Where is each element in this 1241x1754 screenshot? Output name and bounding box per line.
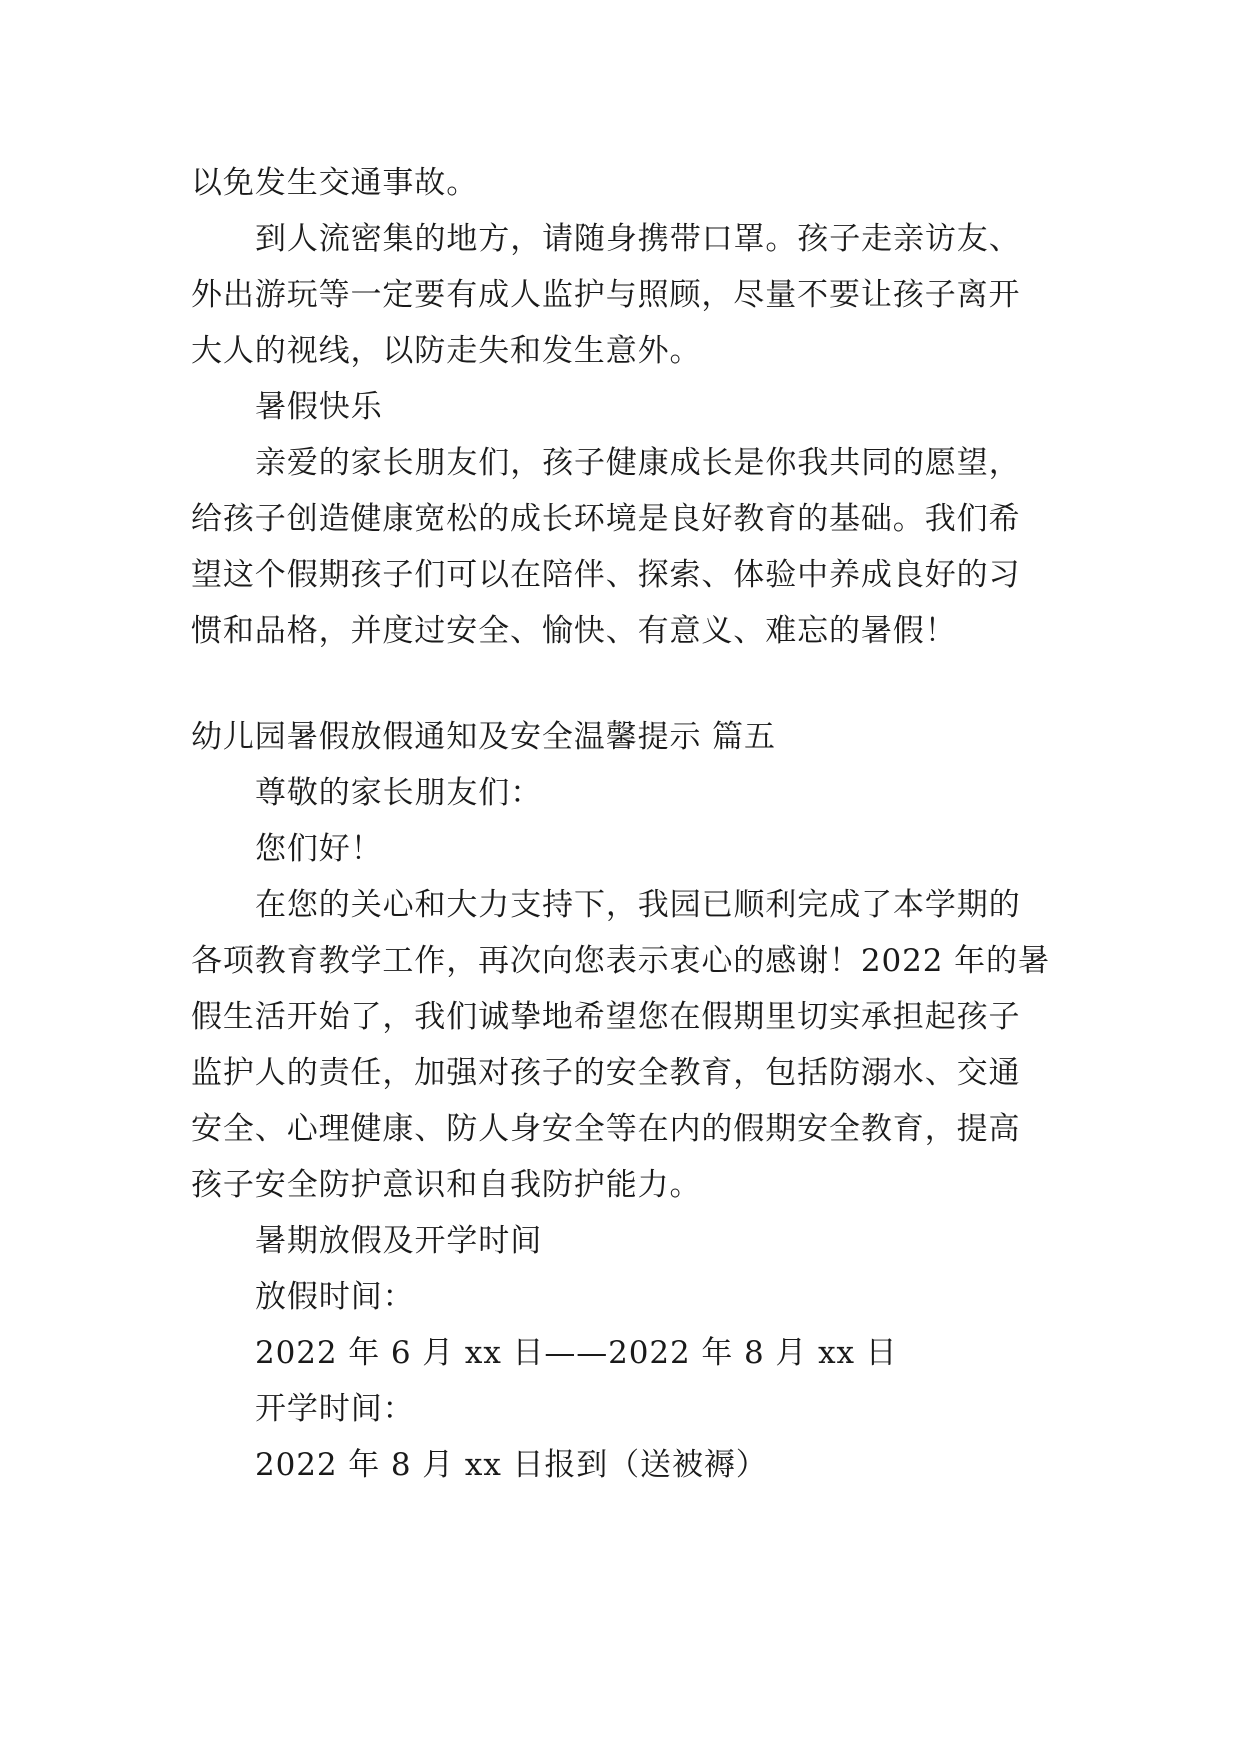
paragraph-line: 到人流密集的地方，请随身携带口罩。孩子走亲访友、 bbox=[255, 221, 1021, 257]
paragraph-line: 假生活开始了，我们诚挚地希望您在假期里切实承担起孩子 bbox=[191, 999, 1021, 1035]
paragraph-line: 惯和品格，并度过安全、愉快、有意义、难忘的暑假！ bbox=[191, 613, 957, 649]
paragraph-line: 望这个假期孩子们可以在陪伴、探索、体验中养成良好的习 bbox=[191, 557, 1021, 593]
school-start-dates: 2022 年 8 月 xx 日报到（送被褥） bbox=[255, 1447, 768, 1483]
school-start-label: 开学时间： bbox=[255, 1391, 415, 1427]
paragraph-line: 给孩子创造健康宽松的成长环境是良好教育的基础。我们希 bbox=[191, 501, 1021, 537]
paragraph-line: 以免发生交通事故。 bbox=[191, 165, 479, 201]
paragraph-line: 孩子安全防护意识和自我防护能力。 bbox=[191, 1167, 702, 1203]
paragraph-line: 在您的关心和大力支持下，我园已顺利完成了本学期的 bbox=[255, 887, 1021, 923]
holiday-dates: 2022 年 6 月 xx 日——2022 年 8 月 xx 日 bbox=[255, 1335, 898, 1371]
paragraph-line: 监护人的责任，加强对孩子的安全教育，包括防溺水、交通 bbox=[191, 1055, 1021, 1091]
holiday-label: 放假时间： bbox=[255, 1279, 415, 1315]
document-body bbox=[191, 155, 1061, 1493]
section-title: 幼儿园暑假放假通知及安全温馨提示 篇五 bbox=[191, 719, 776, 755]
greeting: 尊敬的家长朋友们： bbox=[255, 775, 543, 811]
salutation: 您们好！ bbox=[255, 831, 383, 867]
section-gap bbox=[191, 659, 1061, 709]
paragraph-line: 安全、心理健康、防人身安全等在内的假期安全教育，提高 bbox=[191, 1111, 1021, 1147]
schedule-heading: 暑期放假及开学时间 bbox=[255, 1223, 543, 1259]
paragraph-line: 外出游玩等一定要有成人监护与照顾，尽量不要让孩子离开 bbox=[191, 277, 1021, 313]
paragraph-line: 大人的视线，以防走失和发生意外。 bbox=[191, 333, 702, 369]
subheading-summer-happy: 暑假快乐 bbox=[255, 389, 383, 425]
paragraph-line: 各项教育教学工作，再次向您表示衷心的感谢！2022 年的暑 bbox=[191, 943, 1050, 979]
paragraph-line: 亲爱的家长朋友们，孩子健康成长是你我共同的愿望， bbox=[255, 445, 1021, 481]
